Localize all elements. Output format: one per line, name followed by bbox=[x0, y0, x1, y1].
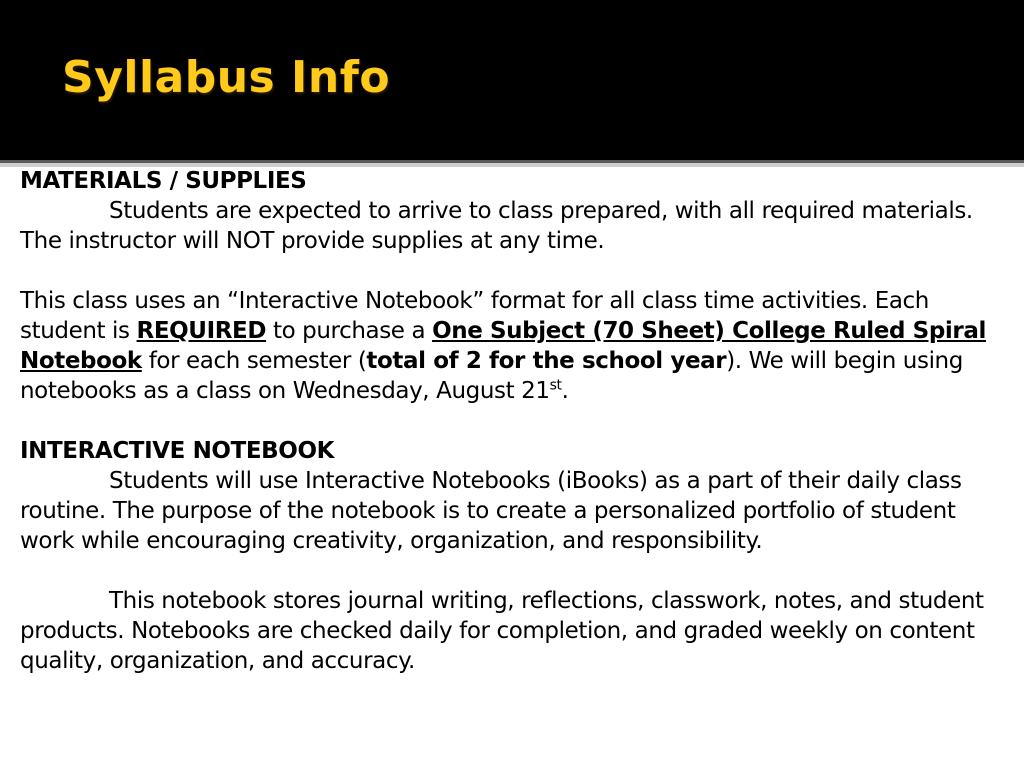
materials-text-1: Students are expected to arrive to class prepared, with all required materials. The instructor will NOT provide supplies at any time. bbox=[20, 198, 973, 254]
notebook-total: total of 2 for the school year bbox=[366, 348, 727, 374]
notebook-paragraph-1 bbox=[20, 466, 1010, 556]
required-emphasis: REQUIRED bbox=[136, 318, 267, 344]
notebook-paragraph-2 bbox=[20, 586, 1010, 676]
notebook-text-1: Students will use Interactive Notebooks (iBooks) as a part of their daily class routine. The purpose of the notebook is to create a personalized portfolio of student work while encouraging creativity, organization, and responsibility. bbox=[20, 468, 962, 554]
materials-text-2b: to purchase a bbox=[266, 318, 433, 344]
materials-text-2d: ). We will begin using notebooks as a class on Wednesday, August 21 bbox=[20, 348, 963, 404]
materials-text-2a: This class uses an “Interactive Notebook” format for all class time activities. Each student is bbox=[20, 288, 929, 344]
date-ordinal-suffix: st bbox=[549, 377, 562, 394]
materials-heading: MATERIALS / SUPPLIES bbox=[20, 168, 307, 194]
paragraph-gap bbox=[20, 406, 1010, 436]
notebook-requirement: One Subject (70 Sheet) College Ruled Spiral Notebook bbox=[20, 318, 986, 374]
title-bar bbox=[0, 0, 1024, 160]
materials-text-2e: . bbox=[561, 378, 569, 404]
materials-text-2c: for each semester ( bbox=[141, 348, 367, 374]
materials-paragraph-2 bbox=[20, 286, 1010, 406]
paragraph-gap bbox=[20, 256, 1010, 286]
notebook-heading: INTERACTIVE NOTEBOOK bbox=[20, 438, 335, 464]
materials-paragraph-1 bbox=[20, 196, 1010, 256]
slide-body bbox=[20, 166, 1010, 676]
notebook-text-2: This notebook stores journal writing, reflections, classwork, notes, and student products. Notebooks are checked daily for completion, and graded weekly on content quality, organization, and accuracy. bbox=[20, 588, 984, 674]
paragraph-gap bbox=[20, 556, 1010, 586]
slide-title: Syllabus Info bbox=[62, 52, 391, 103]
